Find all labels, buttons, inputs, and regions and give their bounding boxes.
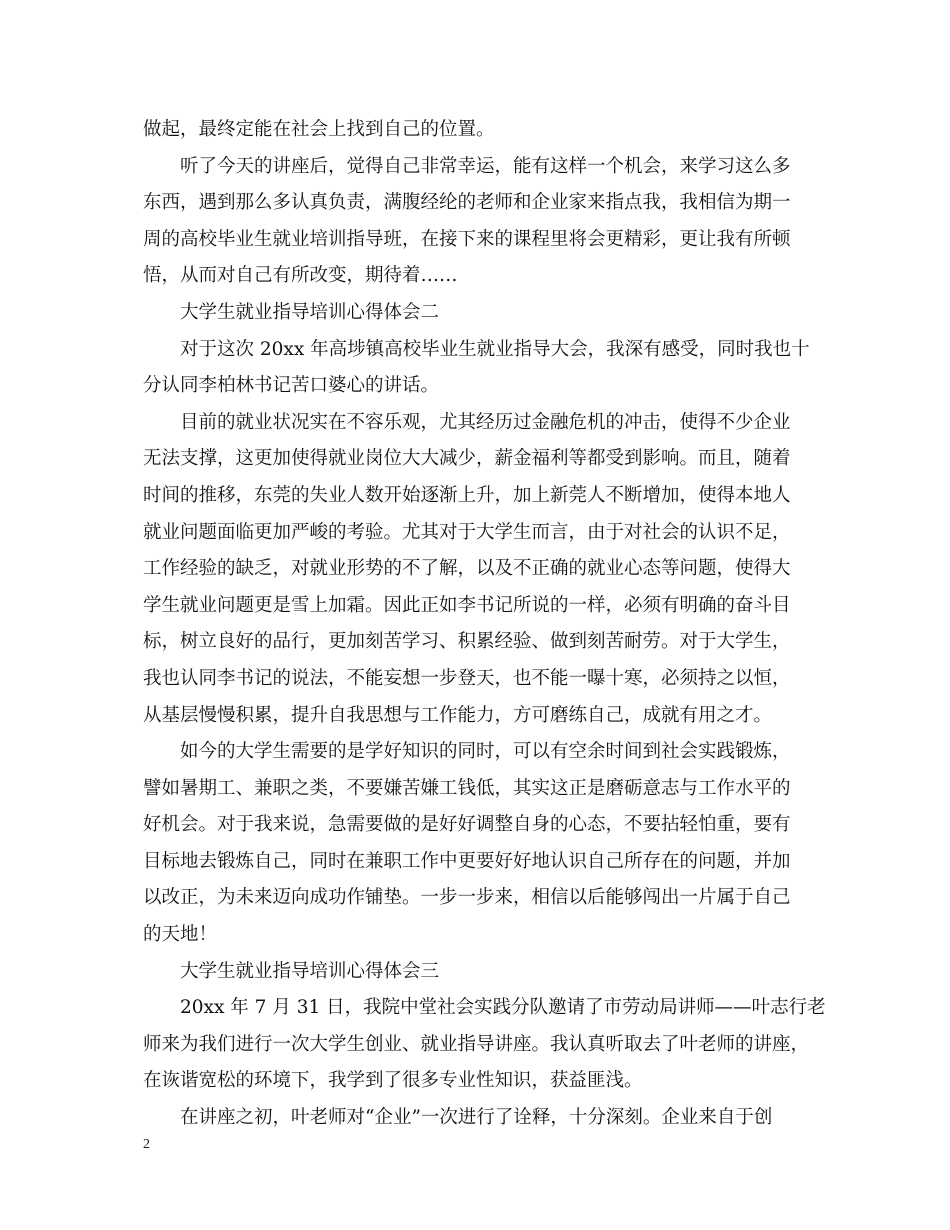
- text-line: 无法支撑，这更加使得就业岗位大大减少，薪金福利等都受到影响。而且，随着: [143, 448, 791, 470]
- text-line: 时间的推移，东莞的失业人数开始逐渐上升，加上新莞人不断增加，使得本地人: [143, 484, 791, 506]
- text-line: 目前的就业状况实在不容乐观，尤其经历过金融危机的冲击，使得不少企业: [180, 411, 791, 433]
- text-line: 从基层慢慢积累，提升自我思想与工作能力，方可磨练自己，成就有用之才。: [143, 704, 773, 726]
- text-line: 在讲座之初，叶老师对“企业”一次进行了诠释，十分深刻。企业来自于创: [180, 1107, 773, 1129]
- text-line: 东西，遇到那么多认真负责，满腹经纶的老师和企业家来指点我，我相信为期一: [143, 192, 791, 214]
- text-line: 在诙谐宽松的环境下，我学到了很多专业性知识，获益匪浅。: [143, 1070, 643, 1092]
- text-line: 以改正，为未来迈向成功作铺垫。一步一步来，相信以后能够闯出一片属于自己: [143, 887, 791, 909]
- text-line: 好机会。对于我来说，急需要做的是好好调整自身的心态，不要拈轻怕重，要有: [143, 814, 791, 836]
- text-line: 就业问题面临更加严峻的考验。尤其对于大学生而言，由于对社会的认识不足，: [143, 521, 791, 543]
- text-line: 的天地！: [143, 924, 218, 946]
- text-line: 20xx 年 7 月 31 日，我院中堂社会实践分队邀请了市劳动局讲师——叶志行老: [180, 997, 826, 1019]
- text-line: 大学生就业指导培训心得体会二: [180, 301, 440, 323]
- text-line: 周的高校毕业生就业培训指导班，在接下来的课程里将会更精彩，更让我有所顿: [143, 228, 791, 250]
- text-line: 标，树立良好的品行，更加刻苦学习、积累经验、做到刻苦耐劳。对于大学生，: [143, 631, 791, 653]
- text-line: 大学生就业指导培训心得体会三: [180, 960, 440, 982]
- page-number: 2: [143, 1137, 150, 1152]
- text-line: 悟，从而对自己有所改变，期待着……: [143, 265, 458, 287]
- document-body: [143, 112, 826, 1137]
- text-line: 工作经验的缺乏，对就业形势的不了解，以及不正确的就业心态等问题，使得大: [143, 558, 791, 580]
- text-line: 目标地去锻炼自己，同时在兼职工作中更要好好地认识自己所存在的问题，并加: [143, 850, 791, 872]
- text-line: 分认同李柏林书记苦口婆心的讲话。: [143, 375, 440, 397]
- text-line: 学生就业问题更是雪上加霜。因此正如李书记所说的一样，必须有明确的奋斗目: [143, 594, 791, 616]
- text-line: 做起，最终定能在社会上找到自己的位置。: [143, 119, 495, 140]
- text-line: 如今的大学生需要的是学好知识的同时，可以有空余时间到社会实践锻炼，: [180, 741, 791, 763]
- text-line: 我也认同李书记的说法，不能妄想一步登天，也不能一曝十寒，必须持之以恒，: [143, 667, 791, 689]
- text-line: 听了今天的讲座后，觉得自己非常幸运，能有这样一个机会，来学习这么多: [180, 155, 791, 177]
- text-line: 对于这次 20xx 年高埗镇高校毕业生就业指导大会，我深有感受，同时我也十: [180, 338, 810, 360]
- text-line: 譬如暑期工、兼职之类，不要嫌苦嫌工钱低，其实这正是磨砺意志与工作水平的: [143, 777, 791, 799]
- text-line: 师来为我们进行一次大学生创业、就业指导讲座。我认真听取去了叶老师的讲座，: [143, 1033, 810, 1055]
